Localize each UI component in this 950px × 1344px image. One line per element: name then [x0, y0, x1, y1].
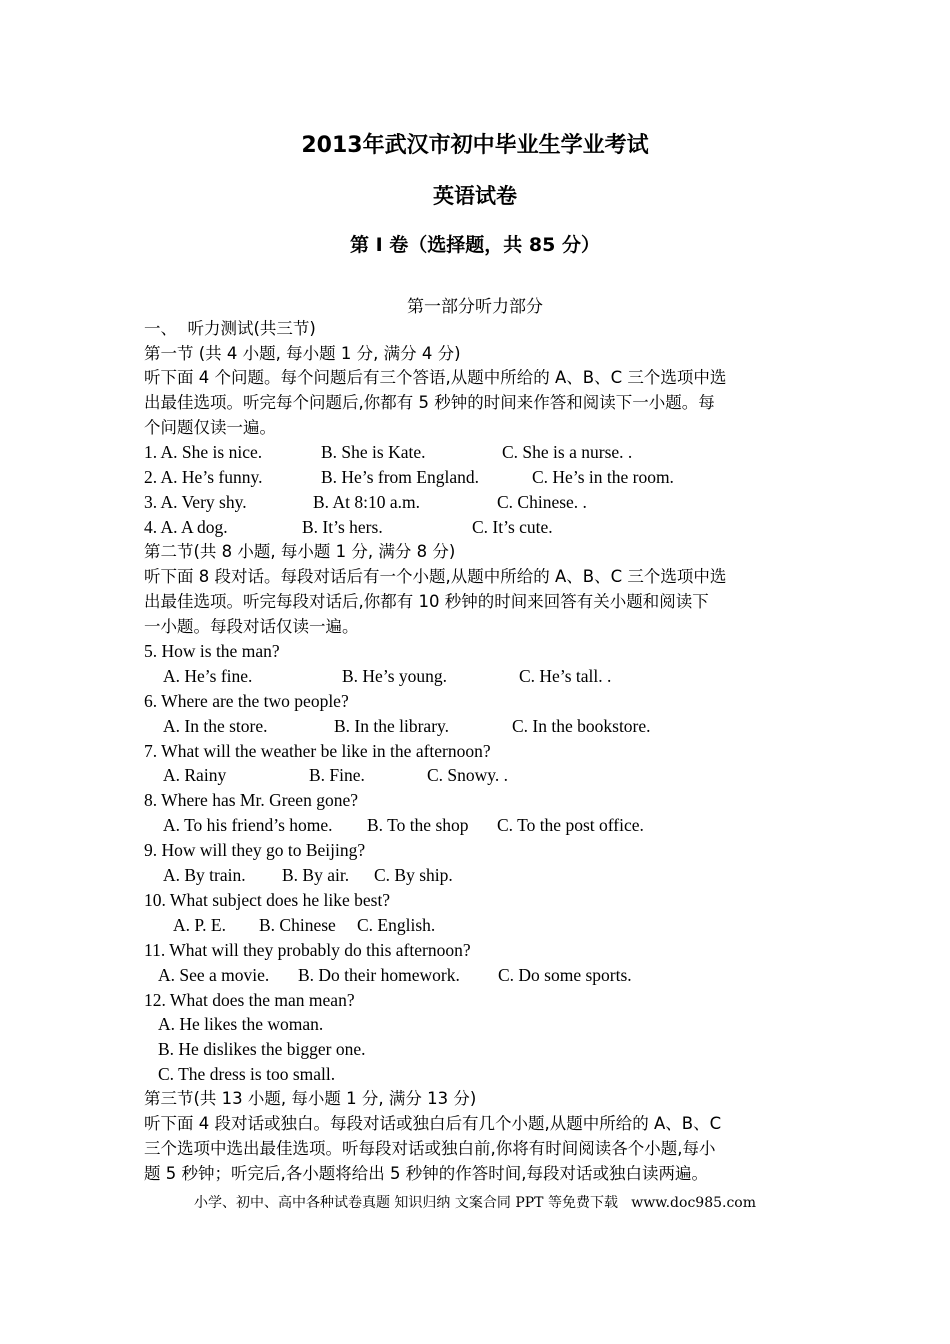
- question-6-option-a: A. In the store.: [163, 716, 268, 736]
- question-9-stem: 9. How will they go to Beijing?: [144, 840, 366, 860]
- volume-heading: 第 I 卷（选择题，共 85 分）: [350, 234, 600, 256]
- section1-instruction-line: 听下面 4 个问题。每个问题后有三个答语,从题中所给的 A、B、C 三个选项中选: [144, 368, 727, 387]
- question-8-option-b: B. To the shop: [367, 815, 469, 835]
- section2-instruction-line: 一小题。每段对话仅读一遍。: [144, 617, 359, 636]
- section2-instruction-line: 听下面 8 段对话。每段对话后有一个小题,从题中所给的 A、B、C 三个选项中选: [144, 567, 727, 586]
- exam-subject: 英语试卷: [433, 184, 517, 208]
- question-6-option-b: B. In the library.: [334, 716, 450, 736]
- section1-instruction-line: 出最佳选项。听完每个问题后,你都有 5 秒钟的时间来作答和阅读下一小题。每: [144, 393, 715, 412]
- question-3-option-c: C. Chinese. .: [497, 492, 587, 512]
- question-3-option-b: B. At 8:10 a.m.: [313, 492, 420, 512]
- question-12-stem: 12. What does the man mean?: [144, 990, 355, 1010]
- section1-instruction-line: 个问题仅读一遍。: [144, 418, 276, 437]
- listening-heading: 一、 听力测试(共三节): [144, 319, 316, 338]
- section3-heading: 第三节(共 13 小题, 每小题 1 分, 满分 13 分): [144, 1089, 477, 1108]
- exam-title: 2013年武汉市初中毕业生学业考试: [301, 133, 649, 158]
- question-7-stem: 7. What will the weather be like in the afternoon?: [144, 741, 491, 761]
- question-8-option-c: C. To the post office.: [497, 815, 644, 835]
- question-8-option-a: A. To his friend’s home.: [163, 815, 333, 835]
- question-11-option-a: A. See a movie.: [158, 965, 270, 985]
- question-4-option-b: B. It’s hers.: [302, 517, 383, 537]
- section1-heading: 第一节 (共 4 小题, 每小题 1 分, 满分 4 分): [144, 344, 461, 363]
- question-10-option-b: B. Chinese: [259, 915, 336, 935]
- question-8-stem: 8. Where has Mr. Green gone?: [144, 790, 358, 810]
- section3-instruction-line: 听下面 4 段对话或独白。每段对话或独白后有几个小题,从题中所给的 A、B、C: [144, 1114, 722, 1133]
- question-10-stem: 10. What subject does he like best?: [144, 890, 391, 910]
- question-5-option-b: B. He’s young.: [342, 666, 447, 686]
- question-10-option-a: A. P. E.: [173, 915, 226, 935]
- question-2-option-c: C. He’s in the room.: [532, 467, 674, 487]
- section3-instruction-line: 题 5 秒钟；听完后,各小题将给出 5 秒钟的作答时间,每段对话或独白读两遍。: [144, 1164, 708, 1183]
- question-12-option-c: C. The dress is too small.: [158, 1064, 336, 1084]
- question-11-option-b: B. Do their homework.: [298, 965, 460, 985]
- question-5-option-c: C. He’s tall. .: [519, 666, 612, 686]
- question-2-option-b: B. He’s from England.: [321, 467, 479, 487]
- section2-instruction-line: 出最佳选项。听完每段对话后,你都有 10 秒钟的时间来回答有关小题和阅读下: [144, 592, 709, 611]
- question-6-option-c: C. In the bookstore.: [512, 716, 651, 736]
- question-3-option-a: 3. A. Very shy.: [144, 492, 247, 512]
- question-10-option-c: C. English.: [357, 915, 436, 935]
- question-1-option-c: C. She is a nurse. .: [502, 442, 633, 462]
- section2-heading: 第二节(共 8 小题, 每小题 1 分, 满分 8 分): [144, 542, 456, 561]
- question-9-option-a: A. By train.: [163, 865, 246, 885]
- question-2-option-a: 2. A. He’s funny.: [144, 467, 263, 487]
- question-11-stem: 11. What will they probably do this afternoon?: [144, 940, 471, 960]
- question-7-option-c: C. Snowy. .: [427, 765, 509, 785]
- question-9-option-c: C. By ship.: [374, 865, 453, 885]
- page-footer: 小学、初中、高中各种试卷真题 知识归纳 文案合同 PPT 等免费下载 www.doc985.com: [193, 1195, 756, 1211]
- question-7-option-a: A. Rainy: [163, 765, 227, 785]
- question-5-option-a: A. He’s fine.: [163, 666, 253, 686]
- question-12-option-a: A. He likes the woman.: [158, 1014, 324, 1034]
- question-11-option-c: C. Do some sports.: [498, 965, 632, 985]
- question-1-option-a: 1. A. She is nice.: [144, 442, 263, 462]
- question-5-stem: 5. How is the man?: [144, 641, 280, 661]
- question-4-option-a: 4. A. A dog.: [144, 517, 228, 537]
- section3-instruction-line: 三个选项中选出最佳选项。听每段对话或独白前,你将有时间阅读各个小题,每小: [144, 1139, 716, 1158]
- question-1-option-b: B. She is Kate.: [321, 442, 426, 462]
- part-heading: 第一部分听力部分: [407, 297, 543, 317]
- question-9-option-b: B. By air.: [282, 865, 350, 885]
- question-4-option-c: C. It’s cute.: [472, 517, 553, 537]
- question-12-option-b: B. He dislikes the bigger one.: [158, 1039, 366, 1059]
- question-7-option-b: B. Fine.: [309, 765, 365, 785]
- question-6-stem: 6. Where are the two people?: [144, 691, 349, 711]
